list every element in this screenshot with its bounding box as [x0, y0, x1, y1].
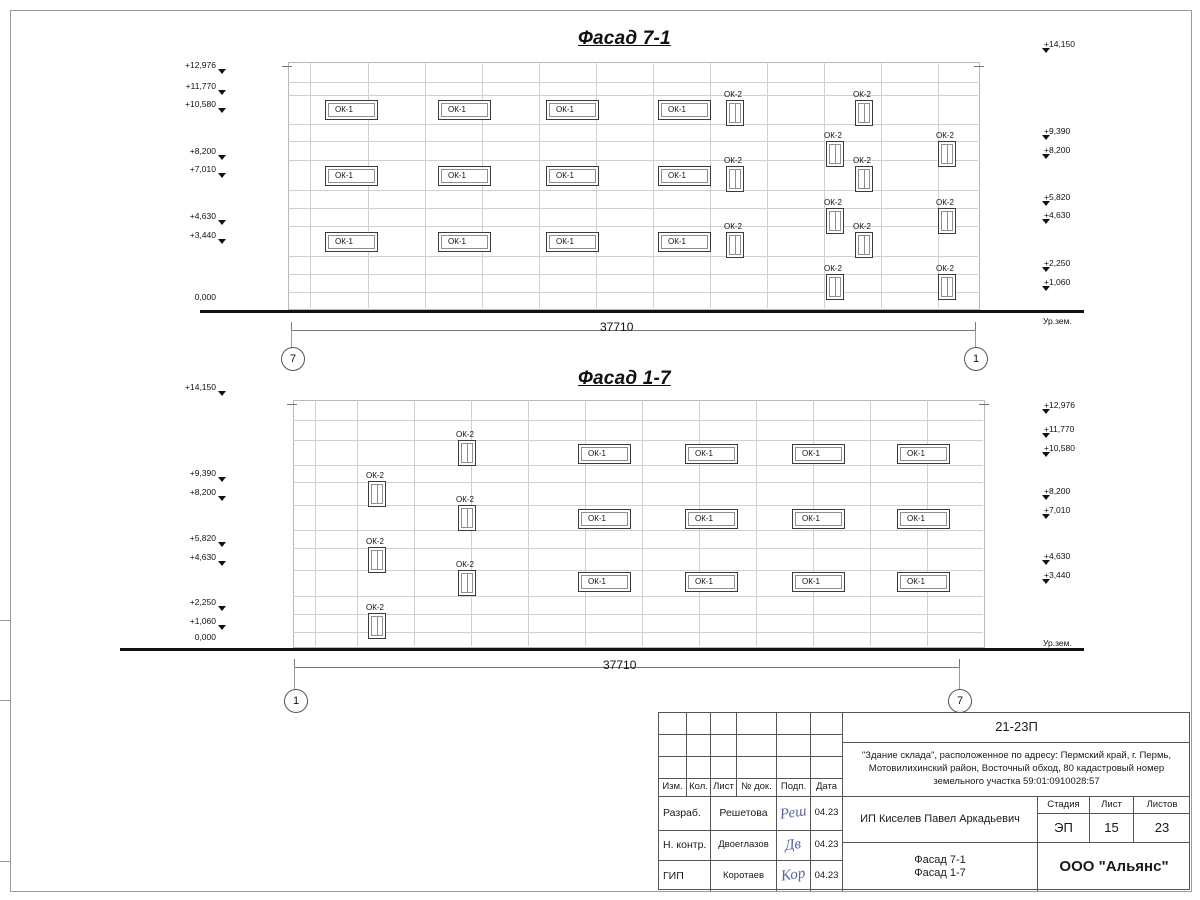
- facade-gridline: [288, 274, 978, 275]
- facade-1-7-title: Фасад 1-7: [578, 368, 671, 389]
- elevation-mark: [1044, 126, 1070, 136]
- window-ok2: [368, 481, 386, 507]
- window-ok2: [458, 440, 476, 466]
- elevation-mark: [1044, 443, 1075, 453]
- revision-cell: [777, 757, 811, 779]
- elevation-mark: [1044, 39, 1075, 49]
- role-name: Решетова: [711, 797, 777, 831]
- window-label-ok2: ОК-2: [936, 131, 954, 140]
- window-label-ok1: ОК-1: [695, 577, 713, 586]
- list-header: Лист: [1090, 797, 1134, 814]
- role-label: Н. контр.: [659, 831, 711, 861]
- elevation-mark: [1044, 424, 1074, 434]
- revision-cell: [687, 735, 711, 757]
- facade-gridline: [293, 570, 983, 571]
- facade-gridline: [288, 160, 978, 161]
- elevation-mark: [172, 597, 216, 607]
- facade-gridline: [293, 596, 983, 597]
- window-label-ok1: ОК-1: [668, 237, 686, 246]
- elevation-mark: [172, 60, 216, 70]
- window-ok2: [458, 505, 476, 531]
- elevation-value: +9,390: [1044, 126, 1071, 136]
- window-ok2: [855, 232, 873, 258]
- window-label-ok2: ОК-2: [936, 198, 954, 207]
- window-label-ok1: ОК-1: [556, 237, 574, 246]
- window-label-ok1: ОК-1: [588, 514, 606, 523]
- elevation-mark: [1044, 145, 1070, 155]
- elevation-value: +8,200: [1044, 486, 1071, 496]
- window-ok2: [726, 166, 744, 192]
- window-ok2: [368, 613, 386, 639]
- elevation-value: +5,820: [189, 533, 216, 543]
- elevation-mark: [1044, 570, 1070, 580]
- sheet-title-line1: Фасад 7-1: [914, 854, 966, 867]
- elevation-mark: [1044, 192, 1070, 202]
- window-label-ok2: ОК-2: [366, 537, 384, 546]
- elevation-value: +2,250: [1044, 258, 1071, 268]
- revision-cell: [811, 757, 843, 779]
- window-ok2: [458, 570, 476, 596]
- elevation-value: +10,580: [1044, 443, 1075, 453]
- window-ok2: [826, 274, 844, 300]
- revision-cell: [711, 757, 737, 779]
- column-header-podp: Подп.: [777, 779, 811, 797]
- column-header-data: Дата: [811, 779, 843, 797]
- facade-gridline: [293, 420, 983, 421]
- facade-gridline: [288, 256, 978, 257]
- elevation-value: +8,200: [189, 146, 216, 156]
- object-description: "Здание склада", расположенное по адресу: Пермский край, г. Пермь, Мотовилихинский район, Восточный обход, 80 кадастровый номер земельного участка 59:01:0910028:57: [843, 743, 1190, 797]
- ground-level-label: Ур.зем.: [1043, 316, 1072, 326]
- window-ok2: [826, 208, 844, 234]
- window-label-ok2: ОК-2: [456, 495, 474, 504]
- facade-gridline: [528, 400, 529, 646]
- facade-gridline: [642, 400, 643, 646]
- window-label-ok2: ОК-2: [366, 603, 384, 612]
- project-code: 21-23П: [843, 713, 1190, 743]
- window-label-ok1: ОК-1: [448, 237, 466, 246]
- signature-mark: Реш: [779, 803, 808, 823]
- elevation-mark: [172, 616, 216, 626]
- parapet-left-nib: [287, 404, 297, 405]
- elevation-value: +10,580: [185, 99, 216, 109]
- elevation-mark: [172, 230, 216, 240]
- revision-cell: [737, 713, 777, 735]
- revision-cell: [659, 713, 687, 735]
- window-label-ok1: ОК-1: [556, 171, 574, 180]
- window-label-ok2: ОК-2: [824, 264, 842, 273]
- elevation-value: +4,630: [1044, 551, 1071, 561]
- elevation-mark: [172, 81, 216, 91]
- facade-gridline: [293, 505, 983, 506]
- facade-gridline: [881, 62, 882, 308]
- column-header-izm: Изм.: [659, 779, 687, 797]
- revision-cell: [711, 713, 737, 735]
- revision-cell: [777, 713, 811, 735]
- window-label-ok1: ОК-1: [695, 449, 713, 458]
- date-cell: 04.23: [811, 797, 843, 831]
- facade-gridline: [539, 62, 540, 308]
- elevation-value: 0,000: [194, 292, 216, 302]
- window-label-ok2: ОК-2: [824, 198, 842, 207]
- revision-cell: [811, 735, 843, 757]
- facade-gridline: [293, 530, 983, 531]
- role-label: ГИП: [659, 861, 711, 891]
- window-ok2: [855, 166, 873, 192]
- facade-gridline: [767, 62, 768, 308]
- revision-cell: [687, 757, 711, 779]
- lists-value: 23: [1134, 814, 1190, 843]
- organization-name: ООО "Альянс": [1059, 858, 1169, 876]
- column-header-list: Лист: [711, 779, 737, 797]
- title-block: [658, 712, 1190, 890]
- axis-bubble-left: 7: [281, 347, 305, 371]
- sheet-title: [843, 843, 1038, 891]
- facade-7-1-title: Фасад 7-1: [578, 28, 671, 49]
- window-label-ok1: ОК-1: [335, 237, 353, 246]
- elevation-value: +7,010: [189, 164, 216, 174]
- elevation-value: +3,440: [1044, 570, 1071, 580]
- elevation-mark: [1044, 486, 1070, 496]
- window-label-ok1: ОК-1: [335, 171, 353, 180]
- elevation-mark: [172, 382, 216, 392]
- elevation-value: +12,976: [1044, 400, 1075, 410]
- overall-dimension-value: 37710: [603, 658, 637, 672]
- window-label-ok2: ОК-2: [853, 222, 871, 231]
- elevation-mark: [172, 468, 216, 478]
- elevation-value: +5,820: [1044, 192, 1071, 202]
- facade-gridline: [870, 400, 871, 646]
- axis-extension: [959, 667, 960, 689]
- elevation-value: +4,630: [189, 211, 216, 221]
- facade-7-1-wall: [288, 62, 980, 310]
- facade-gridline: [288, 190, 978, 191]
- facade-gridline: [414, 400, 415, 646]
- window-label-ok1: ОК-1: [802, 577, 820, 586]
- window-label-ok2: ОК-2: [853, 90, 871, 99]
- sheet-title-line2: Фасад 1-7: [914, 867, 966, 879]
- elevation-value: +2,250: [189, 597, 216, 607]
- window-label-ok2: ОК-2: [366, 471, 384, 480]
- elevation-value: +7,010: [1044, 505, 1071, 515]
- window-label-ok1: ОК-1: [802, 449, 820, 458]
- facade-gridline: [293, 548, 983, 549]
- window-label-ok1: ОК-1: [588, 449, 606, 458]
- window-label-ok1: ОК-1: [695, 514, 713, 523]
- elevation-value: +8,200: [1044, 145, 1071, 155]
- elevation-mark: [1044, 210, 1070, 220]
- revision-cell: [811, 713, 843, 735]
- window-label-ok1: ОК-1: [668, 171, 686, 180]
- elevation-mark: [1044, 400, 1075, 410]
- window-label-ok2: ОК-2: [724, 90, 742, 99]
- ground-line: [200, 310, 1084, 313]
- column-header-doc: № док.: [737, 779, 777, 797]
- ground-level-label: Ур.зем.: [1043, 638, 1072, 648]
- facade-gridline: [288, 226, 978, 227]
- facade-gridline: [293, 440, 983, 441]
- window-label-ok2: ОК-2: [824, 131, 842, 140]
- parapet-right-nib: [974, 66, 984, 67]
- elevation-mark: [1044, 551, 1070, 561]
- facade-gridline: [293, 482, 983, 483]
- revision-cell: [659, 757, 687, 779]
- axis-extension: [291, 330, 292, 348]
- elevation-value: +9,390: [189, 468, 216, 478]
- window-ok2: [826, 141, 844, 167]
- customer-name: ИП Киселев Павел Аркадьевич: [843, 797, 1038, 843]
- window-label-ok1: ОК-1: [588, 577, 606, 586]
- elevation-mark: [172, 552, 216, 562]
- facade-1-7-wall: [293, 400, 985, 648]
- window-label-ok2: ОК-2: [456, 430, 474, 439]
- axis-bubble-right: 1: [964, 347, 988, 371]
- window-label-ok2: ОК-2: [724, 222, 742, 231]
- facade-gridline: [425, 62, 426, 308]
- window-label-ok1: ОК-1: [907, 577, 925, 586]
- window-label-ok1: ОК-1: [556, 105, 574, 114]
- signature-cell: [777, 831, 811, 861]
- elevation-mark: [1044, 505, 1070, 515]
- facade-gridline: [288, 208, 978, 209]
- revision-cell: [687, 713, 711, 735]
- facade-gridline: [288, 141, 978, 142]
- facade-gridline: [288, 95, 978, 96]
- window-label-ok1: ОК-1: [668, 105, 686, 114]
- signature-mark: Дв: [784, 835, 803, 854]
- date-cell: 04.23: [811, 861, 843, 891]
- elevation-mark: [172, 632, 216, 642]
- window-ok2: [938, 274, 956, 300]
- list-value: 15: [1090, 814, 1134, 843]
- revision-cell: [711, 735, 737, 757]
- elevation-mark: [172, 292, 216, 302]
- revision-cell: [777, 735, 811, 757]
- stage-value: ЭП: [1038, 814, 1090, 843]
- axis-extension: [975, 330, 976, 348]
- elevation-mark: [1044, 277, 1070, 287]
- facade-gridline: [293, 465, 983, 466]
- elevation-value: +14,150: [185, 382, 216, 392]
- facade-gridline: [288, 82, 978, 83]
- window-label-ok1: ОК-1: [335, 105, 353, 114]
- elevation-mark: [172, 533, 216, 543]
- elevation-value: +14,150: [1044, 39, 1075, 49]
- elevation-mark: [172, 164, 216, 174]
- window-label-ok2: ОК-2: [456, 560, 474, 569]
- window-ok2: [368, 547, 386, 573]
- elevation-mark: [172, 487, 216, 497]
- elevation-mark: [172, 211, 216, 221]
- elevation-value: +11,770: [1044, 424, 1075, 434]
- revision-cell: [737, 735, 777, 757]
- role-name: Коротаев: [711, 861, 777, 891]
- sheet-edge-marks: [0, 620, 10, 862]
- elevation-value: +8,200: [189, 487, 216, 497]
- window-ok2: [938, 208, 956, 234]
- window-label-ok2: ОК-2: [853, 156, 871, 165]
- role-name: Двоеглазов: [711, 831, 777, 861]
- stage-header: Стадия: [1038, 797, 1090, 814]
- window-ok2: [855, 100, 873, 126]
- elevation-value: +3,440: [189, 230, 216, 240]
- window-label-ok1: ОК-1: [448, 105, 466, 114]
- window-ok2: [938, 141, 956, 167]
- role-label: Разраб.: [659, 797, 711, 831]
- parapet-right-nib: [979, 404, 989, 405]
- date-cell: 04.23: [811, 831, 843, 861]
- elevation-value: 0,000: [194, 632, 216, 642]
- window-label-ok1: ОК-1: [448, 171, 466, 180]
- facade-gridline: [288, 292, 978, 293]
- window-label-ok2: ОК-2: [936, 264, 954, 273]
- axis-bubble-right: 7: [948, 689, 972, 713]
- elevation-value: +4,630: [189, 552, 216, 562]
- ground-line: [120, 648, 1084, 651]
- sheet-edge-mark-line: [0, 700, 10, 701]
- elevation-mark: [1044, 258, 1070, 268]
- elevation-mark: [172, 146, 216, 156]
- facade-gridline: [315, 400, 316, 646]
- elevation-value: +1,060: [189, 616, 216, 626]
- facade-gridline: [756, 400, 757, 646]
- elevation-value: +11,770: [185, 81, 216, 91]
- lists-header: Листов: [1134, 797, 1190, 814]
- revision-cell: [659, 735, 687, 757]
- axis-extension: [294, 667, 295, 689]
- elevation-value: +12,976: [185, 60, 216, 70]
- elevation-value: +1,060: [1044, 277, 1071, 287]
- facade-gridline: [357, 400, 358, 646]
- elevation-mark: [172, 99, 216, 109]
- parapet-left-nib: [282, 66, 292, 67]
- signature-cell: [777, 797, 811, 831]
- axis-bubble-left: 1: [284, 689, 308, 713]
- signature-mark: Кор: [780, 865, 807, 886]
- column-header-kol: Кол.: [687, 779, 711, 797]
- facade-gridline: [288, 124, 978, 125]
- revision-cell: [737, 757, 777, 779]
- window-label-ok1: ОК-1: [802, 514, 820, 523]
- facade-gridline: [310, 62, 311, 308]
- window-label-ok2: ОК-2: [724, 156, 742, 165]
- overall-dimension-value: 37710: [600, 320, 634, 334]
- window-label-ok1: ОК-1: [907, 449, 925, 458]
- window-label-ok1: ОК-1: [907, 514, 925, 523]
- window-ok2: [726, 232, 744, 258]
- facade-gridline: [653, 62, 654, 308]
- window-ok2: [726, 100, 744, 126]
- elevation-value: +4,630: [1044, 210, 1071, 220]
- signature-cell: [777, 861, 811, 891]
- facade-gridline: [293, 614, 983, 615]
- facade-gridline: [293, 632, 983, 633]
